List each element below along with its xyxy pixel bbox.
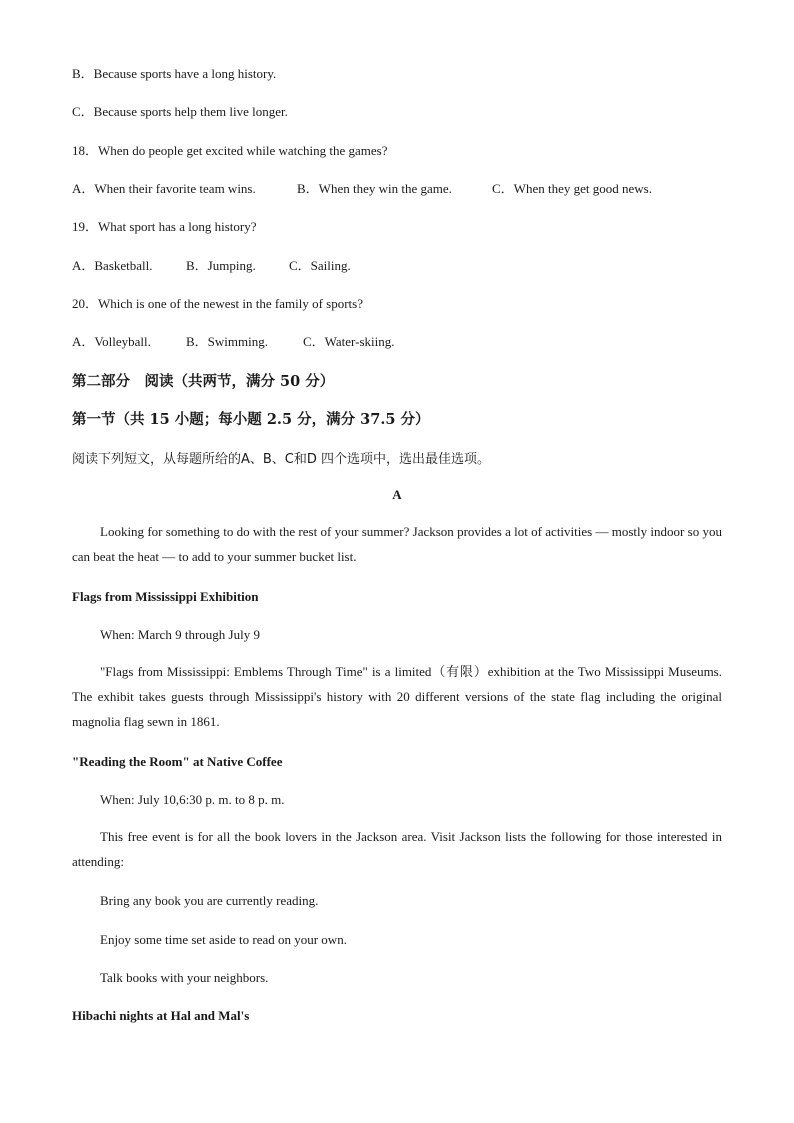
q18-option-a: A．When their favorite team wins.: [72, 181, 256, 196]
q20-option-a: A．Volleyball.: [72, 334, 151, 349]
q19-options: [72, 258, 351, 274]
q19-option-c: C．Sailing.: [289, 258, 351, 273]
event1-description: "Flags from Mississippi: Emblems Through Time" is a limited（有限）exhibition at the Two Mississippi Museums. The exhibit takes guests through Mississippi's history with 20 different versions of the state flag including the original magnolia flag sewn in 1861.: [72, 664, 722, 729]
q20-option-b: B．Swimming.: [186, 334, 268, 349]
q18-option-b: B．When they win the game.: [297, 181, 452, 196]
q19-option-b: B．Jumping.: [186, 258, 256, 273]
section1-title: 第一节（共 15 小题；每小题 2.5 分，满分 37.5 分）: [72, 411, 430, 428]
q19-option-a: A．Basketball.: [72, 258, 153, 273]
event2-item: Talk books with your neighbors.: [100, 970, 269, 985]
passage-intro: Looking for something to do with the rest of your summer? Jackson provides a lot of activities — mostly indoor so you can beat the heat — to add to your summer bucket list.: [72, 524, 722, 564]
q20-options: [72, 334, 394, 350]
event3-title: Hibachi nights at Hal and Mal's: [72, 1008, 250, 1023]
event2-title: "Reading the Room" at Native Coffee: [72, 754, 283, 769]
event2-description: This free event is for all the book lovers in the Jackson area. Visit Jackson lists the following for those interested in attending:: [72, 829, 722, 869]
event2-when: When: July 10,6:30 p. m. to 8 p. m.: [100, 792, 285, 807]
q19-question: 19．What sport has a long history?: [72, 219, 257, 234]
event2-item: Enjoy some time set aside to read on your own.: [100, 932, 347, 947]
event1-when: When: March 9 through July 9: [100, 627, 260, 642]
reading-instruction: 阅读下列短文，从每题所给的A、B、C和D 四个选项中，选出最佳选项。: [72, 452, 491, 467]
q18-question: 18．When do people get excited while watching the games?: [72, 143, 388, 158]
q18-options: [72, 181, 652, 197]
q17-option-c: C．Because sports help them live longer.: [72, 104, 288, 119]
part2-title: 第二部分 阅读（共两节，满分 50 分）: [72, 373, 335, 390]
q18-option-c: C．When they get good news.: [492, 181, 652, 196]
event1-title: Flags from Mississippi Exhibition: [72, 589, 259, 604]
passage-letter: A: [392, 487, 402, 502]
q20-question: 20．Which is one of the newest in the family of sports?: [72, 296, 363, 311]
q17-option-b: B．Because sports have a long history.: [72, 66, 277, 81]
event2-item: Bring any book you are currently reading.: [100, 893, 319, 908]
q20-option-c: C．Water-skiing.: [303, 334, 395, 349]
